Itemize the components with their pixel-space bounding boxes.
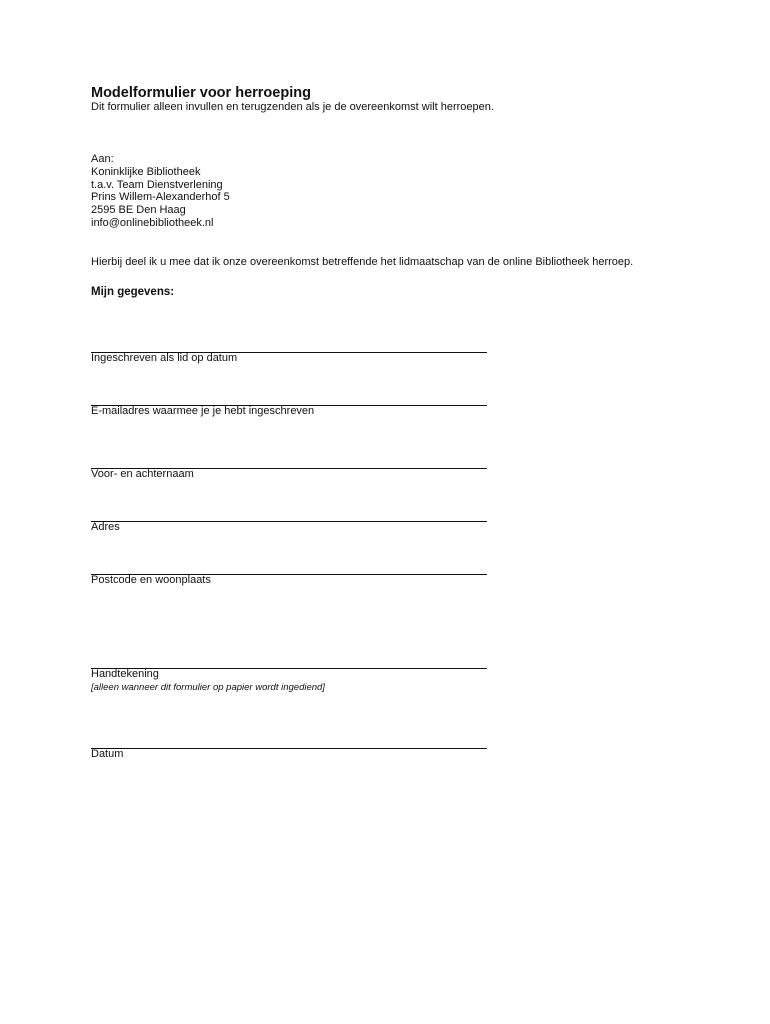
signature-label: Handtekening bbox=[91, 668, 159, 680]
address-line: t.a.v. Team Dienstverlening bbox=[91, 178, 223, 191]
address-line: Koninklijke Bibliotheek bbox=[91, 165, 201, 178]
address-field[interactable] bbox=[91, 521, 487, 522]
email-label: E-mailadres waarmee je je hebt ingeschreven bbox=[91, 405, 315, 417]
form-title: Modelformulier voor herroeping bbox=[91, 85, 311, 101]
address-email: info@onlinebibliotheek.nl bbox=[91, 216, 214, 229]
name-label: Voor- en achternaam bbox=[91, 468, 194, 480]
membership-date-label: Ingeschreven als lid op datum bbox=[91, 352, 238, 364]
withdrawal-statement: Hierbij deel ik u mee dat ik onze overeenkomst betreffende het lidmaatschap van de online Bibliotheek herroep. bbox=[91, 256, 634, 268]
address-line: 2595 BE Den Haag bbox=[91, 204, 186, 217]
postcode-city-label: Postcode en woonplaats bbox=[91, 574, 211, 586]
date-field[interactable] bbox=[91, 748, 487, 749]
address-label: Adres bbox=[91, 521, 120, 533]
form-subtitle: Dit formulier alleen invullen en terugzenden als je de overeenkomst wilt herroepen. bbox=[91, 101, 494, 113]
date-label: Datum bbox=[91, 748, 124, 760]
recipient-address bbox=[91, 153, 230, 230]
address-line: Prins Willem-Alexanderhof 5 bbox=[91, 191, 230, 204]
signature-note: [alleen wanneer dit formulier op papier wordt ingediend] bbox=[91, 682, 325, 693]
address-line: Aan: bbox=[91, 153, 114, 165]
details-heading: Mijn gegevens: bbox=[91, 286, 175, 298]
